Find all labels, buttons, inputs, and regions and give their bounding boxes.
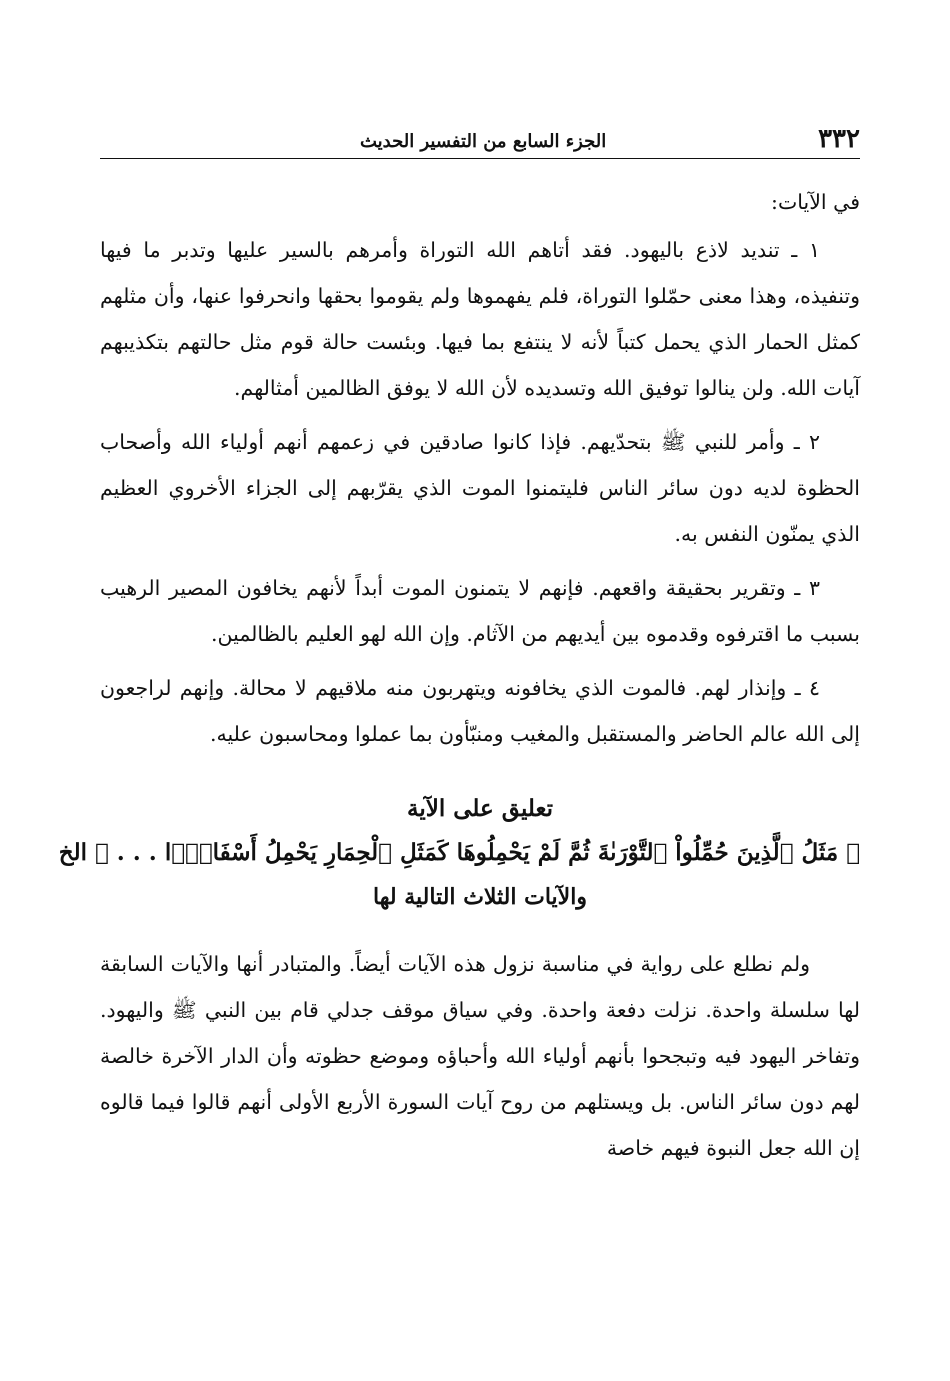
verse-quote: ﴿ مَثَلُ ٱلَّذِينَ حُمِّلُواْ ٱلتَّوْرَىٰةَ ثُمَّ لَمْ يَحْمِلُوهَا كَمَثَلِ ٱلْحِمَارِ يَحْمِلُ أَسْفَارًۢا . . . ﴾ الخ — [58, 839, 860, 866]
running-title: الجزء السابع من التفسير الحديث — [360, 131, 607, 152]
page-number: ٣٣٢ — [818, 124, 860, 154]
point-2: ٢ ـ وأمر للنبي ﷺ بتحدّيهم. فإذا كانوا صادقين في زعمهم أنهم أولياء الله وأصحاب الحظوة لديه دون سائر الناس فليتمنوا الموت الذي يقرّبهم إلى الجزاء الأخروي العظيم الذي يمنّون النفس به. — [100, 430, 860, 546]
commentary-subtitle: والآيات الثلاث التالية لها — [373, 884, 587, 910]
page-content — [58, 179, 860, 1171]
commentary-title: تعليق على الآية — [407, 795, 553, 822]
commentary-heading — [58, 787, 860, 919]
point-1: ١ ـ تنديد لاذع باليهود. فقد أتاهم الله التوراة وأمرهم بالسير عليها وتدبر ما فيها وتنفيذه، وهذا معنى حمّلوا التوراة، فلم يفهموها ولم يقوموا بحقها وانحرفوا عنها، وأن مثلهم كمثل الحمار الذي يحمل كتباً لأنه لا ينتفع بما فيها. وبئست حالة قوم مثل حالتهم بتكذيبهم آيات الله. ولن ينالوا توفيق الله وتسديده لأن الله لا يوفق الظالمين أمثالهم. — [100, 238, 860, 400]
point-3: ٣ ـ وتقرير بحقيقة واقعهم. فإنهم لا يتمنون الموت أبداً لأنهم يخافون المصير الرهيب بسبب ما اقترفوه وقدموه بين أيديهم من الآثام. وإن الله لهو العليم بالظالمين. — [100, 576, 860, 646]
intro-line: في الآيات: — [771, 190, 860, 214]
commentary-body: ولم نطلع على رواية في مناسبة نزول هذه الآيات أيضاً. والمتبادر أنها والآيات السابقة لها سلسلة واحدة. نزلت دفعة واحدة. وفي سياق موقف جدلي قام بين النبي ﷺ واليهود. وتفاخر اليهود فيه وتبجحوا بأنهم أولياء الله وأحباؤه وموضع حظوته وأن الدار الآخرة خالصة لهم دون سائر الناس. بل ويستلهم من روح آيات السورة الأربع الأولى أنهم قالوا فيما قالوه إن الله جعل النبوة فيهم خاصة — [100, 952, 860, 1160]
page-header — [100, 118, 860, 159]
point-4: ٤ ـ وإنذار لهم. فالموت الذي يخافونه ويتهربون منه ملاقيهم لا محالة. وإنهم لراجعون إلى الله عالم الحاضر والمستقبل والمغيب ومنبّأون بما عملوا ومحاسبون عليه. — [100, 676, 860, 746]
book-page — [58, 118, 860, 1171]
